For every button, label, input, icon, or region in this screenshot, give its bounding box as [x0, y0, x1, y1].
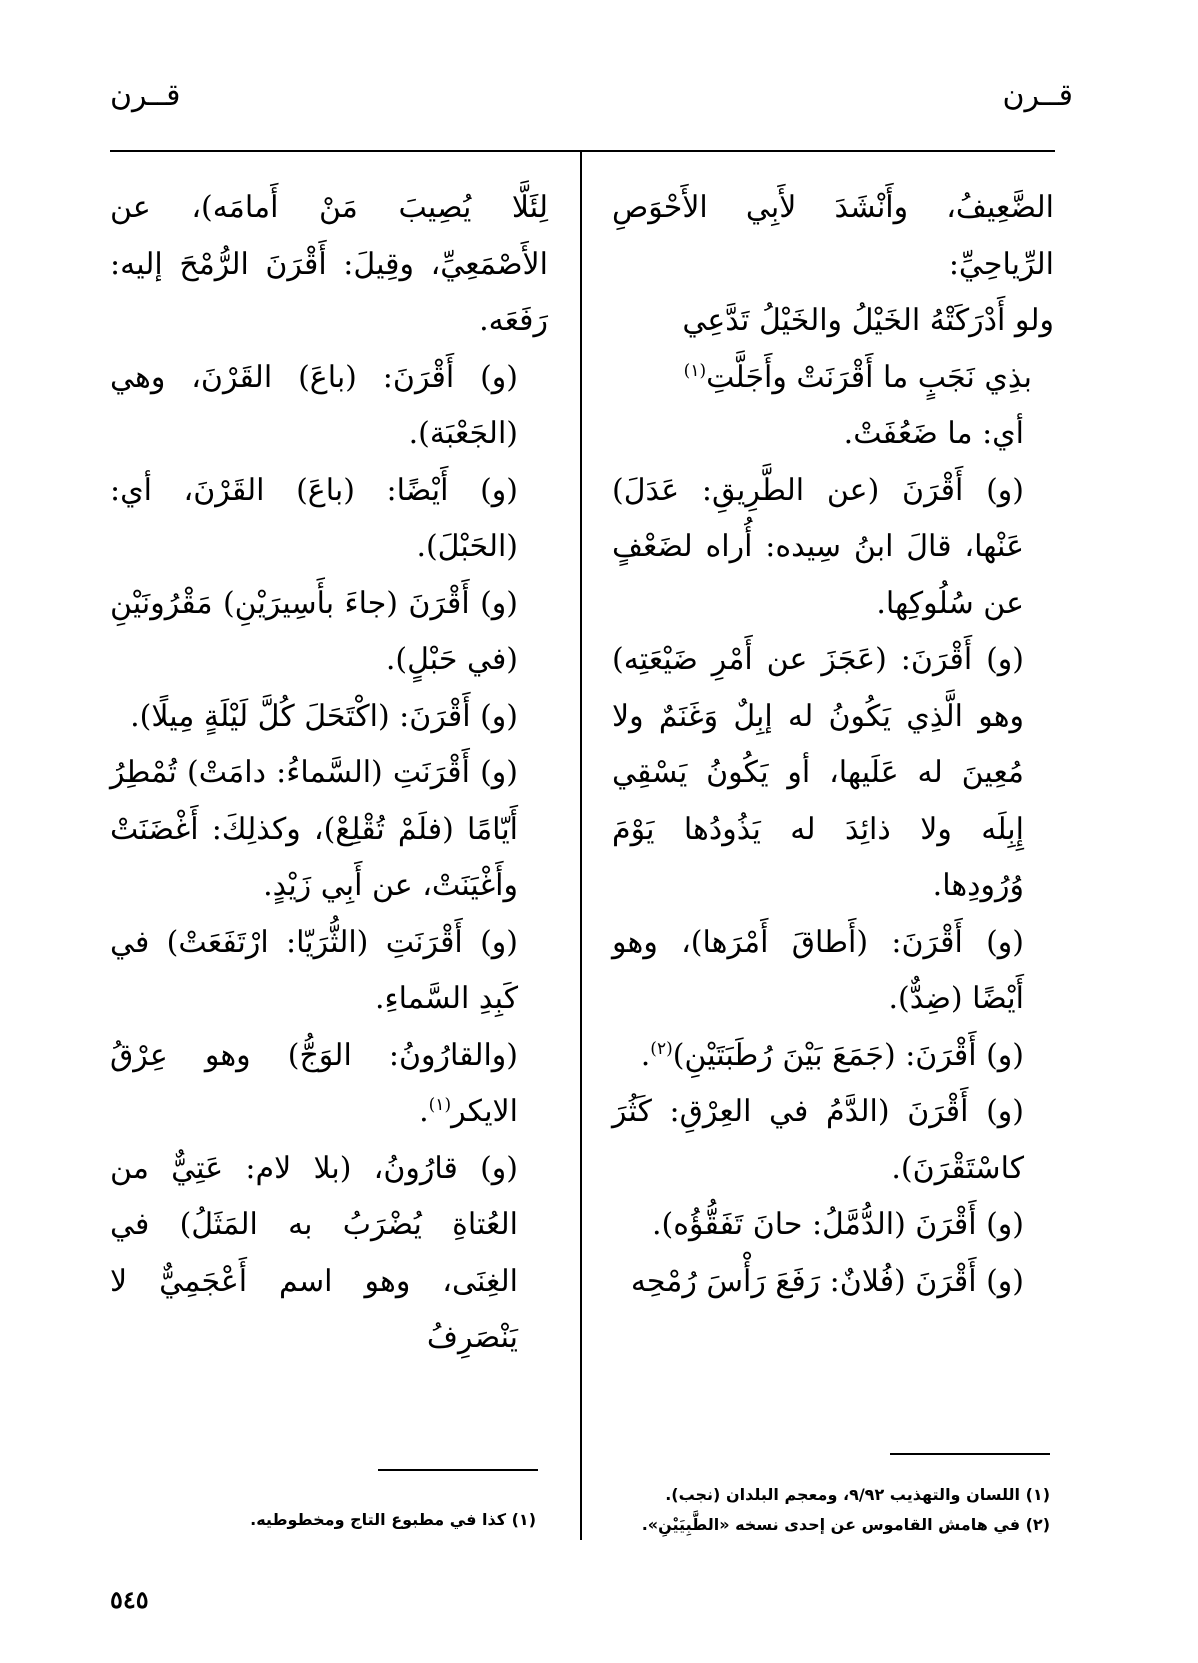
paragraph: لِئَلَّا يُصِيبَ مَنْ أَمامَه)، عن الأَصْمَعِيِّ، وقِيلَ: أَقْرَنَ الرُّمْحَ إليه: رَفَعَه. — [110, 190, 548, 338]
footnote-ref: (٢) — [650, 1038, 673, 1059]
paragraph: (و) أَقْرَنَ: (باعَ) القَرْنَ، وهي (الجَعْبَة). — [110, 359, 518, 451]
paragraph: (و) أَقْرَنَتِ (السَّماءُ: دامَتْ) تُمْطِرُ أَيّامًا (فلَمْ تُقْلِعْ)، وكذلِكَ: أَغْضَنَتْ وأَغْيَنَتْ، عن أَبِي زَيْدٍ. — [110, 755, 518, 903]
paragraph: (و) أَقْرَنَ (جاءَ بأَسِيرَيْنِ) مَقْرُونَيْنِ (في حَبْلٍ). — [110, 585, 518, 677]
paragraph: (و) أَقْرَنَ (الدَّمُ في العِرْقِ: كَثُرَ كاسْتَقْرَنَ). — [612, 1094, 1024, 1186]
verse-line-2: بذِي نَجَبٍ ما أَقْرَنَتْ وأَجَلَّتِ$^{(١)}$ — [683, 359, 1032, 395]
paragraph: (و) أَقْرَنَ: (اكْتَحَلَ كُلَّ لَيْلَةٍ مِيلًا). — [130, 698, 518, 734]
paragraph: (و) أَقْرَنَ: (جَمَعَ بَيْنَ رُطَبَتَيْنِ)$^{(٢)}$. — [640, 1037, 1024, 1073]
paragraph: (و) أَقْرَنَ (الدُّمَّلُ: حانَ تَفَقُّؤُه). — [652, 1207, 1024, 1242]
running-header-left: قــرن — [110, 78, 181, 113]
paragraph: (و) أَقْرَنَتِ (الثُّرَيّا: ارْتَفَعَتْ) في كَبِدِ السَّماءِ. — [110, 924, 518, 1016]
paragraph: (و) أَقْرَنَ: (عَجَزَ عن أَمْرِ ضَيْعَتِه) وهو الَّذِي يَكُونُ له إبِلٌ وَغَنَمٌ ولا مُعِينَ له عَلَيها، أو يَكُونُ يَسْقِي إِبِلَه ولا ذائِدَ له يَذُودُها يَوْمَ وُرُودِها. — [612, 642, 1024, 903]
paragraph: (و) أَيْضًا: (باعَ) القَرْنَ، أي: (الحَبْلَ). — [110, 472, 518, 564]
column-divider — [580, 150, 582, 1540]
page-number: ٥٤٥ — [110, 1585, 149, 1614]
paragraph: أي: ما ضَعُفَتْ. — [843, 416, 1024, 451]
paragraph: (و) أَقْرَنَ (فُلانٌ: رَفَعَ رَأْسَ رُمْحِه — [630, 1263, 1024, 1299]
footnote-ref: (١) — [428, 1095, 452, 1115]
footnote-ref: (١) — [683, 360, 707, 381]
footnotes-right — [610, 1480, 1050, 1540]
paragraph: (والقارُونُ: الوَجُّ) وهو عِرْقُ الايكر$^{(١)}$. — [110, 1037, 518, 1129]
footnote: (١) اللسان والتهذيب ٩/٩٢، ومعجم البلدان (نجب). — [665, 1485, 1050, 1504]
paragraph: (و) قارُونُ، (بلا لام: عَتِيٌّ من العُتاةِ يُضْرَبُ به المَثَلُ) في الغِنَى، وهو اسم أَعْجَمِيٌّ لا يَنْصَرِفُ — [110, 1150, 518, 1355]
left-column — [110, 180, 548, 1367]
footnotes-left — [116, 1505, 536, 1535]
paragraph: (و) أَقْرَنَ: (أَطاقَ أَمْرَها)، وهو أَيْضًا (ضِدٌّ). — [612, 924, 1024, 1016]
footnote-rule-right — [890, 1453, 1050, 1455]
paragraph: (و) أَقْرَنَ (عن الطَّرِيقِ: عَدَلَ) عَنْها، قالَ ابنُ سِيده: أُراه لضَعْفٍ عن سُلُوكِها. — [612, 472, 1024, 621]
header-rule — [110, 150, 1055, 152]
right-column — [612, 180, 1054, 1310]
footnote: (٢) في هامش القاموس عن إحدى نسخه «الطَّبِيَيْنِ». — [641, 1515, 1050, 1534]
verse-line-1: ولو أَدْرَكَتْهُ الخَيْلُ والخَيْلُ تَدَّعِي — [682, 303, 1054, 338]
footnote: (١) كذا في مطبوع التاج ومخطوطيه. — [250, 1510, 536, 1529]
footnote-rule-left — [378, 1469, 538, 1471]
paragraph: الضَّعِيفُ، وأَنْشَدَ لأَبِي الأَحْوَصِ الرِّياحِيِّ: — [612, 190, 1054, 282]
running-header-right: قــرن — [1002, 78, 1073, 113]
